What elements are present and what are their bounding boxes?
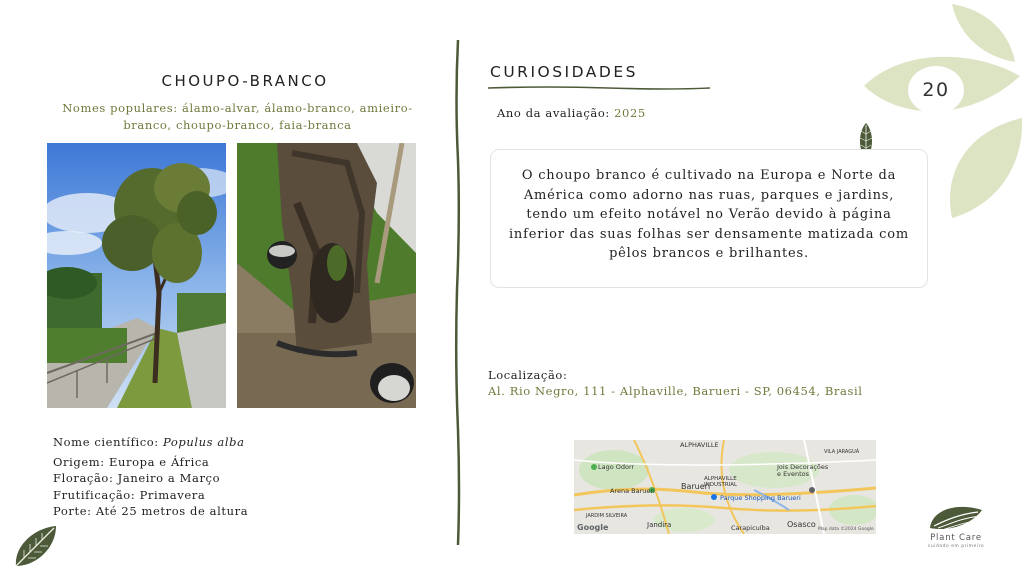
year-value: 2025 [614, 106, 646, 120]
popular-names: Nomes populares: álamo-alvar, álamo-branco, amieiro-branco, choupo-branco, faia-branca [62, 101, 413, 132]
location-map[interactable] [574, 440, 876, 534]
fruiting: Frutificação: Primavera [53, 487, 206, 502]
scientific-name-line [53, 434, 248, 451]
leaf-icon [12, 522, 60, 570]
size: Porte: Até 25 metros de altura [53, 504, 249, 518]
page-number: 20 [922, 79, 950, 101]
map-label-arena: Arena Barueri [610, 487, 655, 495]
plant-title: CHOUPO-BRANCO [161, 72, 329, 90]
map-label-carapicuiba: Carapicuíba [731, 524, 770, 532]
title-underline [488, 85, 710, 91]
trunk-photo [237, 143, 416, 408]
map-label-barueri: Barueri [681, 482, 711, 491]
map-label-osasco: Osasco [787, 520, 816, 529]
evaluation-year [497, 106, 646, 120]
google-logo: Google [577, 523, 609, 532]
brand-tagline: cuidado em primeiro [927, 544, 985, 549]
curiosity-text: O choupo branco é cultivado na Europa e Norte da América como adorno nas ruas, parques e jardins, tendo um efeito notável no Verão devido à página inferior das suas folhas ser densamente matizada com pêlos brancos e brilhantes. [490, 149, 928, 288]
location-label: Localização: [488, 368, 568, 382]
brand-name: Plant Care [930, 533, 982, 543]
plant-info [53, 434, 248, 520]
origin: Origem: Europa e África [53, 454, 210, 469]
map-label-lago: Lago Odorr [598, 463, 635, 471]
column-divider [452, 40, 464, 545]
map-label-industrial: ALPHAVILLE INDUSTRIAL [704, 476, 738, 488]
map-credit: Map data ©2024 Google [818, 527, 874, 532]
plant-care-logo-icon [928, 502, 984, 532]
scientific-label: Nome científico: [53, 435, 164, 449]
scientific-name: Populus alba [163, 435, 245, 449]
map-label-alphaville: ALPHAVILLE [680, 441, 719, 449]
map-label-parque: Parque Shopping Barueri [720, 494, 801, 502]
year-label: Ano da avaliação: [497, 106, 615, 120]
map-label-jardim: JARDIM SILVEIRA [586, 513, 628, 519]
map-label-jois: Jois Decorações e Eventos [777, 463, 829, 478]
curiosities-title: CURIOSIDADES [490, 63, 638, 81]
location-address[interactable]: Al. Rio Negro, 111 - Alphaville, Barueri - SP, 06454, Brasil [488, 384, 863, 398]
map-label-vila: VILA JARAGUÁ [824, 449, 860, 455]
flowering: Floração: Janeiro a Março [53, 471, 221, 485]
tree-photo [47, 143, 226, 408]
map-label-jandira: Jandira [647, 521, 672, 529]
